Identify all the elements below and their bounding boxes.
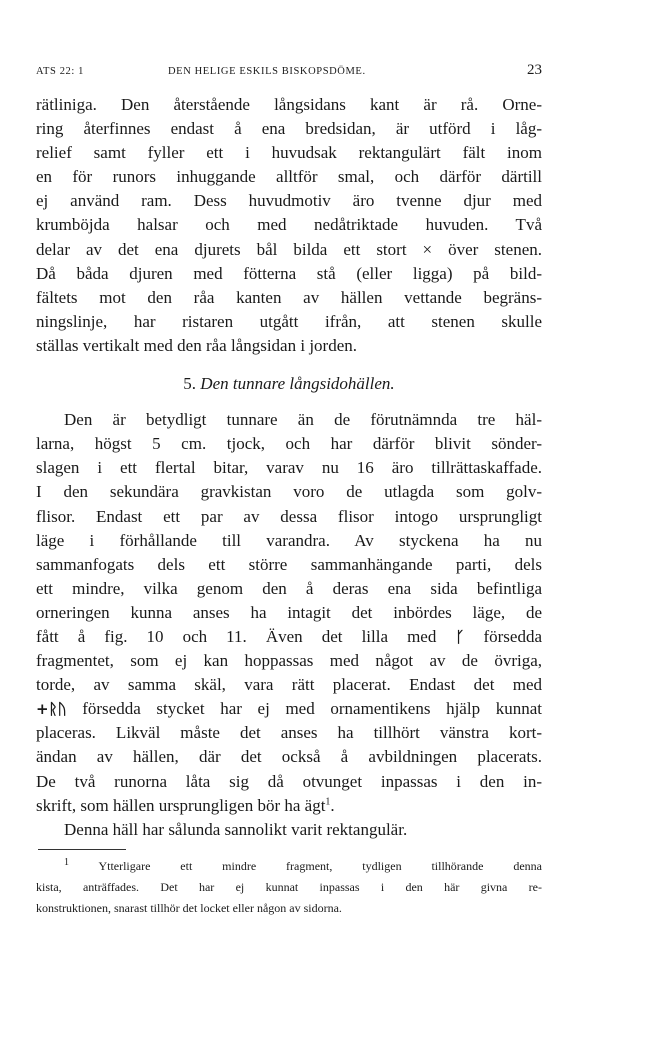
text-line: Då båda djuren med fötterna stå (eller ligga) på bild-	[36, 263, 542, 283]
text-line: delar av det ena djurets bål bilda ett stort × över stenen.	[36, 239, 542, 259]
footnote-divider	[38, 849, 126, 850]
text-line: ningslinje, har ristaren utgått ifrån, att stenen skulle	[36, 311, 542, 331]
footnote-line: konstruktionen, snarast tillhör det locket eller någon av sidorna.	[36, 901, 342, 915]
text-line: ställas vertikalt med den råa långsidan i jorden.	[36, 335, 358, 355]
header-title: DEN HELIGE ESKILS BISKOPSDÖME.	[168, 66, 366, 77]
text-line: krumböjda halsar och med nedåtriktade huvuden. Två	[36, 215, 542, 235]
footnote-text: Ytterligare ett mindre fragment, tydligen tillhörande denna	[69, 859, 542, 873]
text-line: placeras. Likväl måste det anses ha tillhört vänstra kort-	[36, 723, 542, 743]
text-segment: skrift, som hällen ursprungligen bör ha ägt	[36, 795, 326, 815]
text-line: Denna häll har sålunda sannolikt varit rektangulär.	[64, 819, 408, 839]
footnote-marker: 1	[64, 857, 69, 868]
text-line	[36, 794, 542, 818]
text-segment: försedda stycket har ej med ornamentikens hjälp kunnat	[66, 699, 542, 719]
text-line: ett mindre, vilka genom den å deras ena sida befintliga	[36, 578, 542, 598]
paragraph-1	[36, 93, 542, 358]
paragraph-2	[36, 408, 542, 818]
text-line: larna, högst 5 cm. tjock, och har därför blivit sönder-	[36, 434, 542, 454]
text-line: torde, av samma skäl, vara rätt placerat. Endast det med	[36, 675, 542, 695]
text-line: en för runors inhuggande alltför smal, och därför därtill	[36, 167, 542, 187]
text-segment: fått å fig. 10 och 11. Även det lilla med	[36, 626, 437, 646]
text-line	[36, 625, 542, 649]
body-text	[36, 93, 542, 842]
text-line: ring återfinnes endast å ena bredsidan, är utförd i låg-	[36, 119, 542, 139]
rune-k-glyph: ᚴ	[455, 627, 465, 646]
page-number: 23	[527, 62, 542, 78]
text-line: orneringen kunna anses ha intagit det inbördes läge, de	[36, 602, 542, 622]
text-segment: försedda	[464, 626, 543, 646]
text-line: Den är betydligt tunnare än de förutnämnda tre häl-	[64, 410, 542, 430]
text-line: fältets mot den råa kanten av hällen vettande begräns-	[36, 287, 542, 307]
running-header	[36, 62, 542, 82]
text-line: sammanfogats dels ett större sammanhängande parti, dels	[36, 554, 542, 574]
text-segment: .	[330, 795, 335, 815]
text-line: flisor. Endast ett par av dessa flisor intogo ursprungligt	[36, 506, 542, 526]
text-line: fragmentet, som ej kan hoppassas med något av de övriga,	[36, 651, 542, 671]
paragraph-3	[36, 818, 542, 842]
rune-plus-glyphs: +ᚱᚢ	[36, 700, 67, 719]
section-title: Den tunnare långsidohällen.	[200, 374, 395, 394]
text-line: relief samt fyller ett i huvudsak rektangulärt fält inom	[36, 143, 542, 163]
text-line: rätliniga. Den återstående långsidans kant är rå. Orne-	[36, 95, 542, 114]
text-line: läge i förhållande till varandra. Av styckena ha nu	[36, 530, 542, 550]
header-reference: ATS 22: 1	[36, 66, 84, 77]
text-line: ändan av hällen, där det också å avbildningen placerats.	[36, 747, 542, 767]
text-line: slagen i ett flertal bitar, varav nu 16 äro tillrättaskaffade.	[36, 458, 542, 478]
text-line: I den sekundära gravkistan voro de utlagda som golv-	[36, 482, 542, 502]
footnote-line: kista, anträffades. Det har ej kunnat inpassas i den här givna re-	[36, 880, 542, 894]
footnote	[36, 856, 542, 919]
section-heading	[36, 372, 542, 396]
text-line: De två runorna låta sig då otvunget inpassas i den in-	[36, 771, 542, 791]
footnote-reference[interactable]: 1	[325, 795, 331, 807]
text-line: ej använd ram. Dess huvudmotiv äro tvenne djur med	[36, 191, 542, 211]
text-line	[36, 697, 542, 721]
section-number: 5.	[183, 374, 197, 394]
footnote-line	[36, 856, 542, 877]
